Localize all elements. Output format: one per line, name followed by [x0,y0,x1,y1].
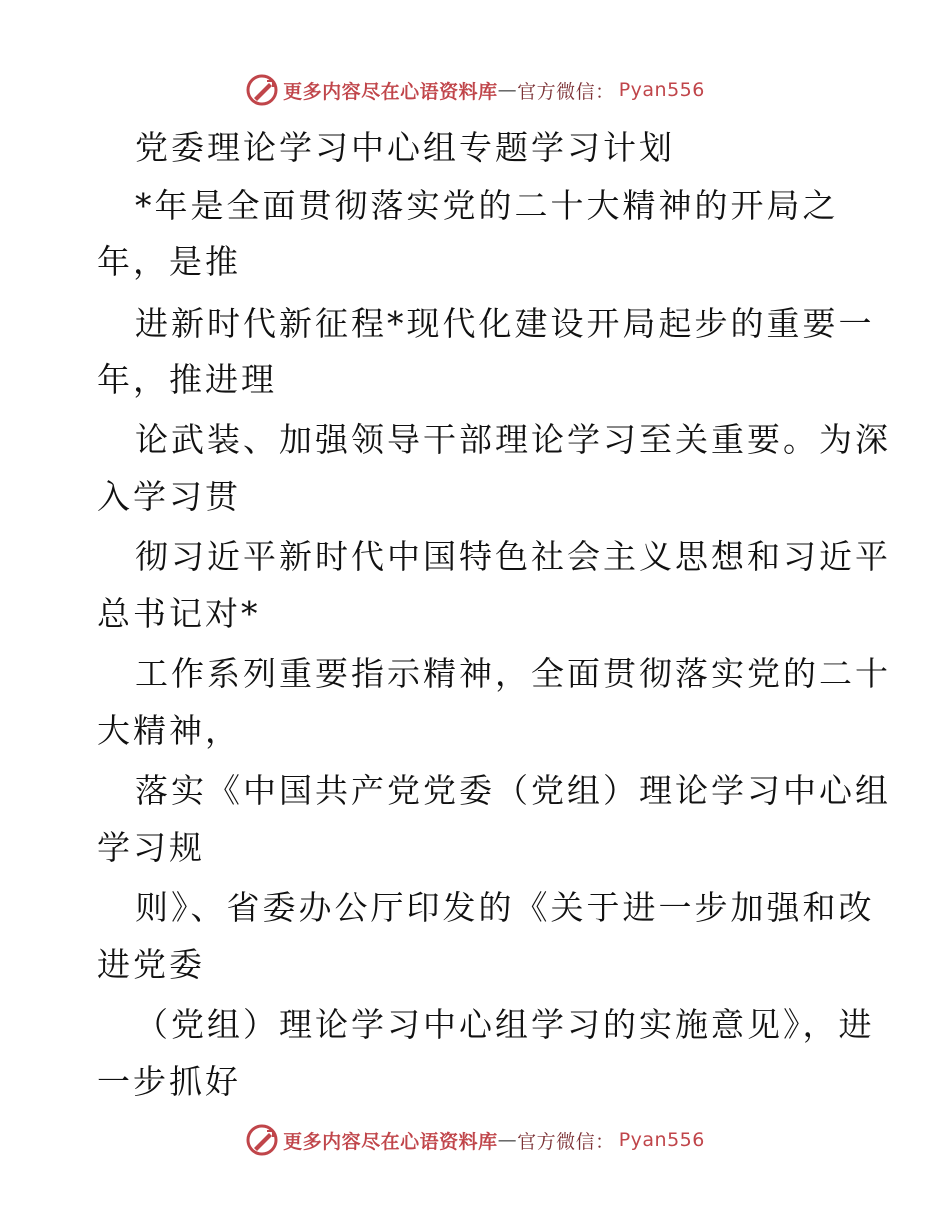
text-line: 则》、省委办公厅印发的《关于进一步加强和改 [135,888,875,927]
text-line: *年是全面贯彻落实党的二十大精神的开局之 [135,186,839,225]
quill-pen-logo-icon [245,1123,279,1157]
watermark-separator: — [497,1129,518,1151]
watermark-separator: — [497,79,518,101]
text-line: 工作系列重要指示精神，全面贯彻落实党的二十 [135,654,891,693]
watermark-wechat-id: Pyan556 [618,79,705,101]
document-title: 党委理论学习中心组专题学习计划 [135,128,675,167]
text-line: 论武装、加强领导干部理论学习至关重要。为深 [135,420,891,459]
text-line: （党组）理论学习中心组学习的实施意见》，进 [135,1005,875,1044]
text-line: 年，推进理 [97,360,277,399]
watermark-label: 官方微信： [517,1130,615,1153]
text-line: 大精神， [97,711,241,750]
text-line: 一步抓好 [97,1062,241,1101]
watermark-brand: 更多内容尽在心语资料库 [283,80,498,103]
watermark-label: 官方微信： [517,80,615,103]
text-line: 总书记对* [97,594,261,633]
footer-watermark [0,1120,950,1160]
text-line: 年，是推 [97,242,241,281]
text-line: 落实《中国共产党党委（党组）理论学习中心组 [135,771,891,810]
text-line: 入学习贯 [97,477,241,516]
text-line: 彻习近平新时代中国特色社会主义思想和习近平 [135,537,891,576]
text-line: 学习规 [97,828,205,867]
watermark-wechat-id: Pyan556 [618,1129,705,1151]
text-line: 进党委 [97,945,205,984]
watermark-brand: 更多内容尽在心语资料库 [283,1130,498,1153]
text-line: 进新时代新征程*现代化建设开局起步的重要一 [135,304,875,343]
